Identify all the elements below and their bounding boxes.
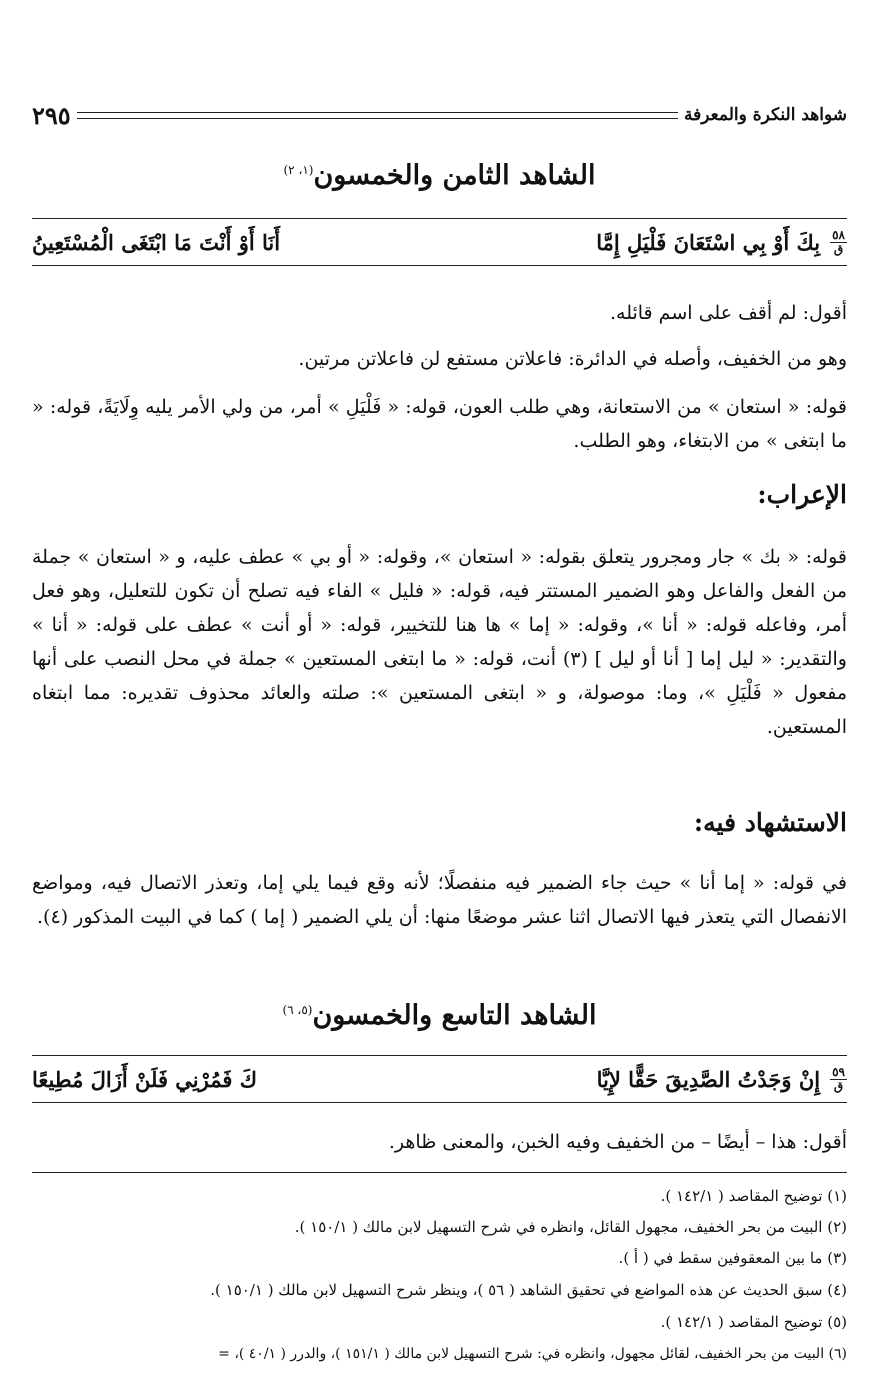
verse-number-value: ٥٩ [832, 1064, 845, 1079]
footnote: (٣) ما بين المعقوفين سقط في ( أ ). [618, 1249, 847, 1267]
verse-first-hemistich: إِنْ وَجَدْتُ الصَّدِيقَ حَقًّا لإِيَّا [596, 1066, 821, 1092]
section-heading [32, 160, 847, 191]
verse-number [830, 229, 847, 255]
running-header [32, 100, 847, 130]
paragraph: قوله: « استعان » من الاستعانة، وهي طلب العون، قوله: « فَلْيَلِ » أمر، من ولي الأمر يليه وِلَايَةً، قوله: « ما ابتغى » من الابتغاء، وهو الطلب. [32, 396, 847, 452]
paragraph: أقول: هذا – أيضًا – من الخفيف وفيه الخبن، والمعنى ظاهر. [388, 1131, 847, 1153]
verse-second-hemistich: أَنَا أَوْ أَنْتَ مَا ابْتَغَى الْمُسْتَعِينُ [31, 229, 281, 255]
footnote: (١) توضيح المقاصد ( ١٤٢/١ ). [660, 1187, 847, 1205]
section-subtitle: الاستشهاد فيه: [693, 808, 847, 837]
footnote: (٤) سبق الحديث عن هذه المواضع في تحقيق الشاهد ( ٥٦ )، وينظر شرح التسهيل لابن مالك ( ١٥٠/١ ). [210, 1281, 847, 1299]
verse-number-value: ٥٨ [832, 227, 845, 242]
footnote: (٦) البيت من بحر الخفيف، لقائل مجهول، وانظره في: شرح التسهيل لابن مالك ( ١٥١/١ )، والدرر ( ٤٠/١ )، = [218, 1346, 847, 1362]
verse-line [32, 218, 847, 266]
header-rule [77, 112, 678, 119]
chapter-title: شواهد النكرة والمعرفة [684, 105, 847, 125]
verse-line [32, 1055, 847, 1103]
verse-first-hemistich: بِكَ أَوْ بِي اسْتَعَانَ فَلْيَلِ إِمَّا [596, 229, 821, 255]
section-subtitle: الإعراب: [757, 480, 847, 509]
paragraph: قوله: « بك » جار ومجرور يتعلق بقوله: « استعان »، وقوله: « أو بي » عطف عليه، و « استعان » جملة من الفعل والفاعل وهو الضمير المستتر فيه، قوله: « فليل » الفاء فيه تصلح أن تكون للتعليل، وهو فعل أمر، وفاعله قوله: « أنا »، وقوله: « إما » ها هنا للتخيير، قوله: « أو أنت » عطف على قوله: « أنا » والتقدير: « ليل إما [ أنا أو ليل ] (٣) أنت، قوله: « ما ابتغى المستعين » جملة في محل النصب على أنها مفعول « فَلْيَلِ »، وما: موصولة، و « ابتغى المستعين »: صلته والعائد محذوف تقديره: مما ابتغاه المستعين. [32, 546, 847, 738]
footnote: (٢) البيت من بحر الخفيف، مجهول القائل، وانظره في شرح التسهيل لابن مالك ( ١٥٠/١ ). [294, 1218, 847, 1236]
footnote-separator [32, 1172, 847, 1173]
paragraph: في قوله: « إما أنا » حيث جاء الضمير فيه منفصلًا؛ لأنه وقع فيما يلي إما، وتعذر الاتصال فيه، ومواضع الانفصال التي يتعذر فيها الاتصال اثنا عشر موضعًا منها: أن يلي الضمير ( إما ) كما في البيت المذكور (٤). [32, 872, 847, 928]
paragraph: أقول: لم أقف على اسم قائله. [609, 302, 847, 324]
verse-source: ق [833, 1078, 844, 1093]
page-number: ٢٩٥ [32, 100, 71, 130]
section-title: الشاهد الثامن والخمسون [313, 160, 596, 191]
verse-number [830, 1066, 847, 1092]
footnote-ref: (٥، ٦) [282, 1003, 313, 1017]
verse-source: ق [833, 241, 844, 256]
section-heading [32, 1000, 847, 1031]
section-title: الشاهد التاسع والخمسون [312, 1000, 597, 1031]
verse-second-hemistich: كَ فَمُرْنِي فَلَنْ أَزَالَ مُطِيعًا [31, 1066, 258, 1092]
paragraph: وهو من الخفيف، وأصله في الدائرة: فاعلاتن مستفع لن فاعلاتن مرتين. [298, 348, 847, 370]
footnote: (٥) توضيح المقاصد ( ١٤٢/١ ). [660, 1313, 847, 1331]
footnote-ref: (١، ٢) [283, 163, 314, 177]
